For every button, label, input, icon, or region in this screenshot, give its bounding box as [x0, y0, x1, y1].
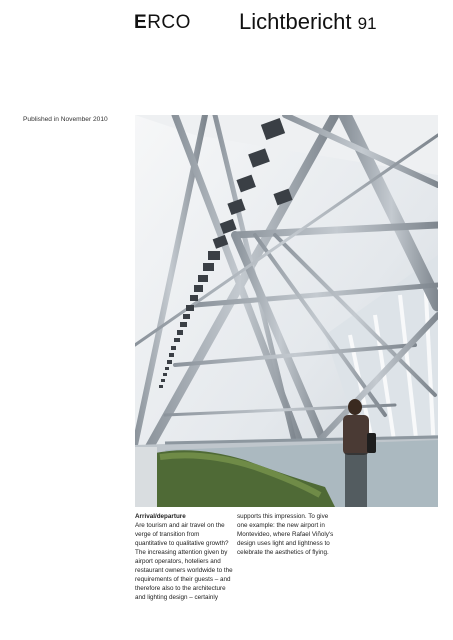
- logo-rco: RCO: [147, 12, 191, 33]
- article-body-1: Are tourism and air travel on the verge of transition from quantitative to qualitative growth? The increasing attention given by airport operators, hoteliers and restaurant owners worldwide to the requirements of their guests – and therefore also to the architecture and lighting design – certainly: [135, 522, 233, 601]
- logo-e: E: [134, 12, 148, 33]
- issue-number: 91: [357, 14, 377, 33]
- publication-date: Published in November 2010: [23, 116, 108, 123]
- magazine-title: [239, 9, 377, 35]
- article-heading: Arrival/departure: [135, 513, 186, 520]
- article-column-2: [237, 512, 335, 557]
- title-text: Lichtbericht: [239, 9, 352, 34]
- article-body-2: supports this impression. To give one example: the new airport in Montevideo, where Rafael Viñoly's design uses light and lightness to celebrate the aesthetics of flying.: [237, 513, 334, 556]
- article-column-1: [135, 512, 233, 602]
- airport-photo: [135, 115, 438, 507]
- erco-logo: [134, 12, 191, 34]
